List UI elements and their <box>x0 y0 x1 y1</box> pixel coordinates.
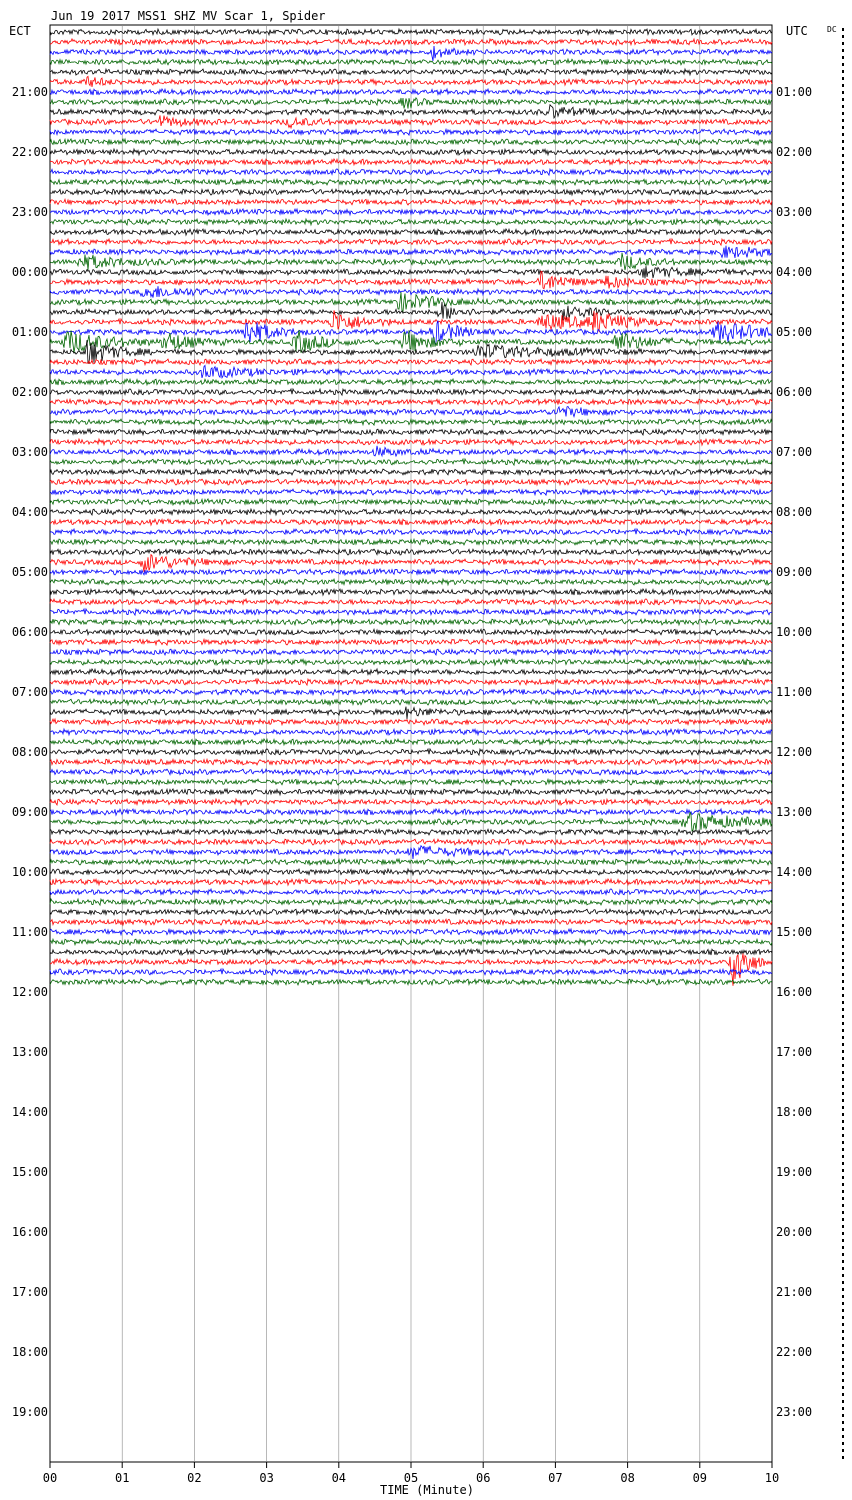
right-time-label: 07:00 <box>776 445 813 459</box>
left-time-label: 23:00 <box>11 205 48 219</box>
right-time-label: 14:00 <box>776 865 813 879</box>
right-time-label: 03:00 <box>776 205 813 219</box>
right-time-label: 17:00 <box>776 1045 813 1059</box>
left-time-label: 13:00 <box>11 1045 48 1059</box>
right-time-label: 23:00 <box>776 1405 813 1419</box>
left-time-label: 05:00 <box>11 565 48 579</box>
right-time-label: 19:00 <box>776 1165 813 1179</box>
right-time-label: 11:00 <box>776 685 813 699</box>
corner-dc-label: DC <box>827 25 837 34</box>
right-time-label: 06:00 <box>776 385 813 399</box>
right-time-label: 02:00 <box>776 145 813 159</box>
right-time-label: 04:00 <box>776 265 813 279</box>
x-tick-label: 06 <box>475 1471 491 1485</box>
left-time-label: 07:00 <box>11 685 48 699</box>
left-time-label: 04:00 <box>11 505 48 519</box>
x-axis-ticks <box>43 1462 779 1485</box>
right-time-label: 20:00 <box>776 1225 813 1239</box>
x-tick-label: 00 <box>42 1471 58 1485</box>
right-time-label: 08:00 <box>776 505 813 519</box>
right-time-label: 22:00 <box>776 1345 813 1359</box>
right-time-label: 13:00 <box>776 805 813 819</box>
left-time-label: 21:00 <box>11 85 48 99</box>
left-time-label: 06:00 <box>11 625 48 639</box>
left-time-label: 18:00 <box>11 1345 48 1359</box>
left-time-label: 19:00 <box>11 1405 48 1419</box>
x-tick-label: 10 <box>764 1471 780 1485</box>
x-tick-label: 07 <box>548 1471 563 1485</box>
right-time-label: 15:00 <box>776 925 813 939</box>
right-time-label: 12:00 <box>776 745 813 759</box>
chart-title: Jun 19 2017 MSS1 SHZ MV Scar 1, Spider <box>51 9 326 23</box>
right-time-label: 18:00 <box>776 1105 813 1119</box>
left-time-label: 09:00 <box>11 805 48 819</box>
x-tick-label: 01 <box>114 1471 130 1485</box>
x-tick-label: 05 <box>403 1471 419 1485</box>
right-time-label: 09:00 <box>776 565 813 579</box>
left-time-label: 11:00 <box>11 925 48 939</box>
left-axis-label: ECT <box>9 24 31 38</box>
x-axis-label: TIME (Minute) <box>380 1483 474 1497</box>
left-time-label: 00:00 <box>11 265 48 279</box>
x-tick-label: 04 <box>331 1471 347 1485</box>
left-time-label: 14:00 <box>11 1105 48 1119</box>
x-tick-label: 02 <box>187 1471 202 1485</box>
x-tick-label: 09 <box>692 1471 708 1485</box>
left-time-label: 08:00 <box>11 745 48 759</box>
left-time-labels <box>12 85 48 1419</box>
x-tick-label: 08 <box>620 1471 635 1485</box>
left-time-label: 12:00 <box>11 985 48 999</box>
right-time-label: 05:00 <box>776 325 813 339</box>
right-time-label: 21:00 <box>776 1285 813 1299</box>
right-time-label: 16:00 <box>776 985 813 999</box>
left-time-label: 16:00 <box>11 1225 48 1239</box>
left-time-label: 01:00 <box>11 325 48 339</box>
x-tick-label: 03 <box>259 1471 274 1485</box>
right-time-label: 10:00 <box>776 625 813 639</box>
left-time-label: 22:00 <box>11 145 48 159</box>
left-time-label: 15:00 <box>11 1165 48 1179</box>
left-time-label: 10:00 <box>11 865 48 879</box>
left-time-label: 02:00 <box>11 385 48 399</box>
right-axis-label: UTC <box>786 24 808 38</box>
left-time-label: 17:00 <box>11 1285 48 1299</box>
left-time-label: 03:00 <box>11 445 48 459</box>
right-time-labels <box>776 85 812 1419</box>
right-time-label: 01:00 <box>776 85 813 99</box>
